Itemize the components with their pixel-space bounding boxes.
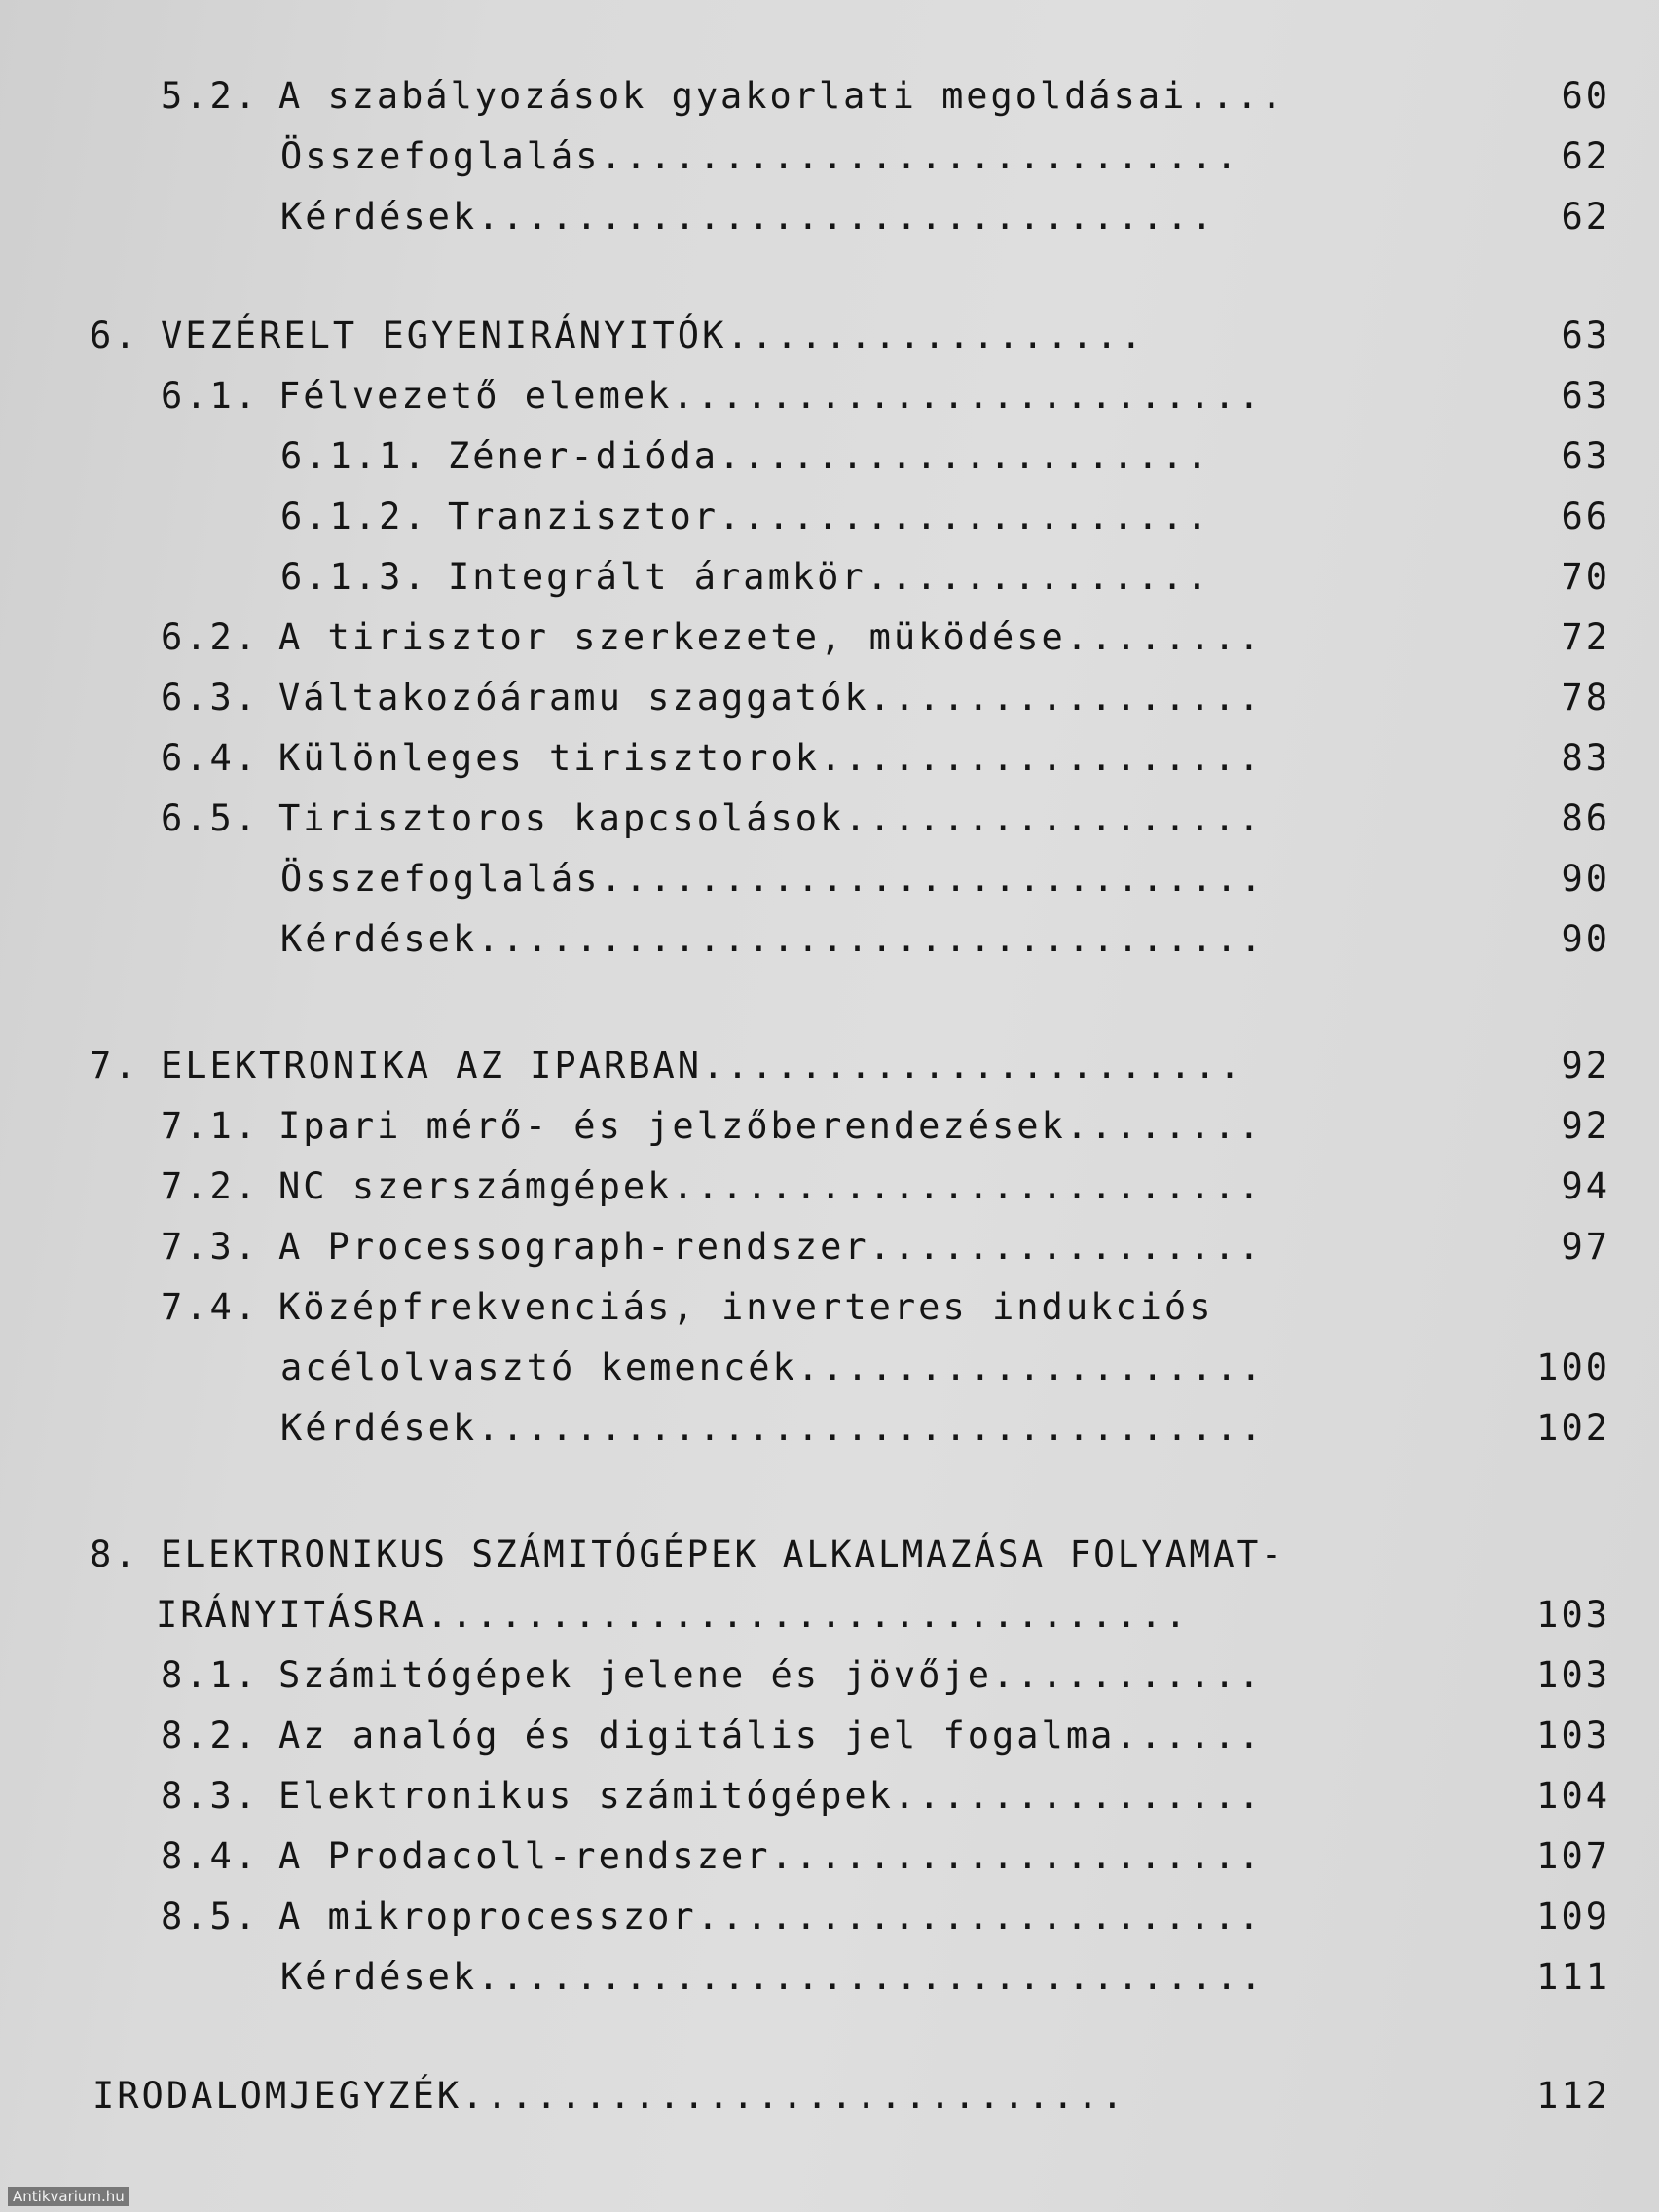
toc-entry-number: 8.4. (161, 1835, 260, 1877)
toc-entry-page: 100 (1536, 1346, 1610, 1388)
toc-entry-page: 83 (1561, 737, 1610, 779)
toc-entry-title: Elektronikus számitógépek............... (278, 1775, 1264, 1817)
toc-entry (0, 491, 1659, 543)
toc-entry (0, 913, 1659, 966)
toc-entry-page: 112 (1536, 2075, 1610, 2117)
toc-entry-page: 78 (1561, 677, 1610, 719)
toc-entry (0, 430, 1659, 483)
toc-entry-number: 7. (90, 1045, 139, 1087)
toc-entry (0, 1589, 1659, 1641)
toc-entry-number: 7.1. (161, 1105, 260, 1147)
toc-entry-page: 72 (1561, 616, 1610, 658)
toc-entry-number: 6.4. (161, 737, 260, 779)
toc-entry (0, 1221, 1659, 1273)
toc-entry-title: Integrált áramkör.............. (448, 556, 1211, 598)
toc-entry-number: 6. (90, 314, 139, 356)
toc-entry-title: Különleges tirisztorok.................. (278, 737, 1264, 779)
toc-entry-number: 6.1.1. (280, 435, 428, 477)
toc-entry-title: Az analóg és digitális jel fogalma...... (278, 1714, 1264, 1756)
toc-entry (0, 1649, 1659, 1702)
toc-entry-number: 8. (90, 1533, 139, 1575)
toc-entry-title: A Processograph-rendszer................ (278, 1226, 1264, 1268)
toc-entry-title: Kérdések................................ (280, 1956, 1266, 1998)
toc-entry-title: A Prodacoll-rendszer.................... (278, 1835, 1264, 1877)
toc-entry (0, 1402, 1659, 1455)
toc-entry (0, 1040, 1659, 1092)
toc-entry (0, 1710, 1659, 1762)
toc-entry (0, 1161, 1659, 1213)
toc-entry (0, 551, 1659, 604)
toc-entry-title: Összefoglalás........................... (280, 858, 1266, 900)
toc-entry-title: Ipari mérő- és jelzőberendezések........ (278, 1105, 1264, 1147)
toc-entry-number: 6.1. (161, 375, 260, 417)
toc-entry-page: 90 (1561, 858, 1610, 900)
toc-entry-page: 111 (1536, 1956, 1610, 1998)
toc-entry-number: 7.3. (161, 1226, 260, 1268)
toc-entry-number: 6.1.2. (280, 496, 428, 537)
toc-entry (0, 611, 1659, 664)
toc-entry-number: 8.2. (161, 1714, 260, 1756)
toc-entry-page: 94 (1561, 1165, 1610, 1207)
toc-entry-title: Középfrekvenciás, inverteres indukciós (278, 1286, 1214, 1328)
toc-entry-title: NC szerszámgépek........................ (278, 1165, 1264, 1207)
toc-entry-title: ELEKTRONIKA AZ IPARBAN...................... (161, 1045, 1244, 1087)
toc-entry-number: 7.2. (161, 1165, 260, 1207)
toc-entry-page: 86 (1561, 797, 1610, 839)
toc-entry (0, 370, 1659, 423)
toc-entry-page: 103 (1536, 1654, 1610, 1696)
toc-entry (0, 191, 1659, 243)
toc-entry-title: A szabályozások gyakorlati megoldásai.... (278, 75, 1286, 117)
toc-entry (0, 2070, 1659, 2122)
toc-entry-title: Összefoglalás.......................... (280, 135, 1240, 177)
toc-entry-page: 62 (1561, 135, 1610, 177)
toc-entry (0, 1100, 1659, 1153)
toc-entry-title: Tranzisztor.................... (448, 496, 1211, 537)
toc-entry (0, 853, 1659, 905)
watermark: Antikvarium.hu (8, 2187, 129, 2206)
toc-entry-page: 66 (1561, 496, 1610, 537)
toc-entry-page: 92 (1561, 1105, 1610, 1147)
toc-entry-page: 63 (1561, 375, 1610, 417)
toc-entry (0, 1951, 1659, 2004)
toc-entry (0, 1342, 1659, 1394)
toc-entry (0, 1770, 1659, 1823)
toc-entry-number: 6.1.3. (280, 556, 428, 598)
toc-entry (0, 310, 1659, 362)
toc-entry (0, 1281, 1659, 1334)
toc-entry-title: Kérdések................................ (280, 1407, 1266, 1449)
toc-entry-number: 6.3. (161, 677, 260, 719)
toc-entry (0, 1529, 1659, 1581)
toc-entry (0, 130, 1659, 183)
toc-entry-page: 104 (1536, 1775, 1610, 1817)
toc-entry-page: 97 (1561, 1226, 1610, 1268)
toc-entry-title: ELEKTRONIKUS SZÁMITÓGÉPEK ALKALMAZÁSA FOLYAMAT- (161, 1533, 1285, 1575)
toc-entry-page: 92 (1561, 1045, 1610, 1087)
toc-entry-number: 8.1. (161, 1654, 260, 1696)
toc-entry-number: 8.5. (161, 1896, 260, 1937)
toc-entry (0, 793, 1659, 845)
toc-entry-title: VEZÉRELT EGYENIRÁNYITÓK................. (161, 314, 1146, 356)
toc-entry-page: 103 (1536, 1594, 1610, 1636)
toc-entry-page: 90 (1561, 918, 1610, 960)
toc-entry-page: 107 (1536, 1835, 1610, 1877)
toc-entry-page: 63 (1561, 314, 1610, 356)
toc-entry (0, 1891, 1659, 1943)
toc-entry-title: IRÁNYITÁSRA............................... (156, 1594, 1190, 1636)
toc-entry (0, 732, 1659, 785)
toc-entry-title: acélolvasztó kemencék................... (280, 1346, 1266, 1388)
toc-entry (0, 672, 1659, 724)
toc-entry-number: 6.5. (161, 797, 260, 839)
toc-entry-title: A mikroprocesszor....................... (278, 1896, 1264, 1937)
toc-entry-title: Váltakozóáramu szaggatók................ (278, 677, 1264, 719)
toc-entry-title: Félvezető elemek........................ (278, 375, 1264, 417)
toc-entry-page: 60 (1561, 75, 1610, 117)
toc-entry-page: 63 (1561, 435, 1610, 477)
toc-entry (0, 70, 1659, 123)
toc-entry-title: Zéner-dióda.................... (448, 435, 1211, 477)
toc-entry-page: 102 (1536, 1407, 1610, 1449)
toc-entry-number: 7.4. (161, 1286, 260, 1328)
toc-entry-page: 103 (1536, 1714, 1610, 1756)
toc-entry (0, 1830, 1659, 1883)
toc-entry-page: 70 (1561, 556, 1610, 598)
toc-entry-number: 6.2. (161, 616, 260, 658)
toc-entry-title: Kérdések................................ (280, 918, 1266, 960)
toc-entry-number: 5.2. (161, 75, 260, 117)
toc-entry-title: Kérdések.............................. (280, 196, 1216, 238)
toc-entry-title: Tirisztoros kapcsolások................. (278, 797, 1264, 839)
toc-entry-page: 109 (1536, 1896, 1610, 1937)
toc-entry-title: A tirisztor szerkezete, müködése........ (278, 616, 1264, 658)
toc-entry-page: 62 (1561, 196, 1610, 238)
toc-entry-number: 8.3. (161, 1775, 260, 1817)
toc-entry-title: Számitógépek jelene és jövője........... (278, 1654, 1264, 1696)
toc-entry-title: IRODALOMJEGYZÉK........................... (92, 2075, 1126, 2117)
